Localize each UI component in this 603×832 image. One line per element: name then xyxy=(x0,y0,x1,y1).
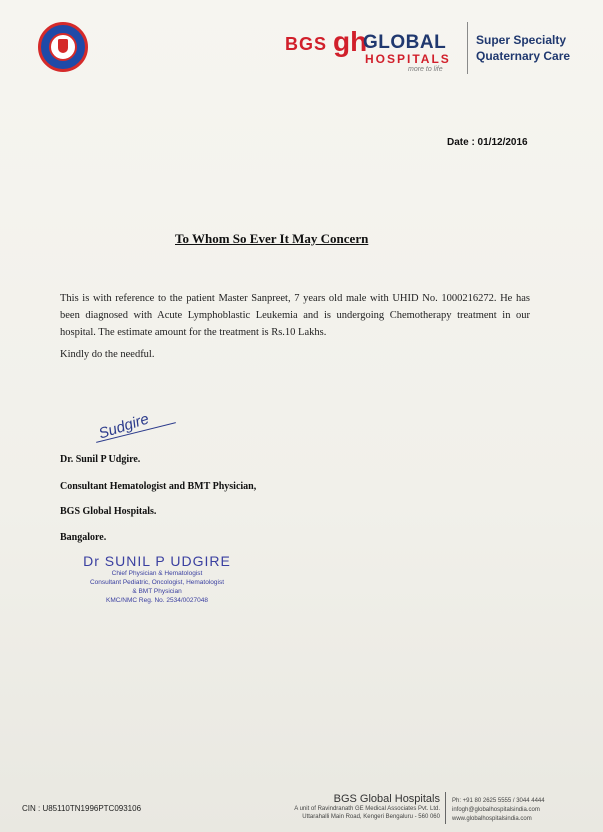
footer-web: www.globalhospitalsindia.com xyxy=(452,816,532,822)
signatory-city: Bangalore. xyxy=(60,532,107,543)
stamp-line-1: Chief Physician & Hematologist xyxy=(111,570,203,577)
header-divider xyxy=(467,22,468,74)
footer-address: Uttarahalli Main Road, Kengeri Bengaluru - 560 060 xyxy=(302,814,440,820)
letter-closing: Kindly do the needful. xyxy=(60,349,155,360)
signatory-organization: BGS Global Hospitals. xyxy=(60,506,157,517)
footer-phone: Ph: +91 80 2625 5555 / 3044 4444 xyxy=(452,798,545,804)
footer-divider xyxy=(445,792,446,824)
specialty-line-2: Quaternary Care xyxy=(476,49,571,63)
doctor-stamp xyxy=(72,553,242,605)
stamp-name: Dr SUNIL P UDGIRE xyxy=(83,553,231,569)
logo-tagline: more to life xyxy=(408,66,443,73)
logo-gh-mark: gh xyxy=(333,26,368,57)
handwritten-signature: Sudgire xyxy=(96,410,152,443)
footer-email: infogh@globalhospitalsindia.com xyxy=(452,807,540,813)
footer-hospital-info xyxy=(230,793,440,821)
signatory-designation: Consultant Hematologist and BMT Physician, xyxy=(60,481,257,492)
logo-global: GLOBAL xyxy=(363,32,447,53)
logo-hospitals: HOSPITALS xyxy=(365,52,451,66)
stamp-line-3: & BMT Physician xyxy=(132,588,182,595)
specialty-text xyxy=(476,32,570,64)
hospital-seal-icon xyxy=(38,22,88,72)
letter-body: This is with reference to the patient Master Sanpreet, 7 years old male with UHID No. 1000216272. He has been diagnosed with Acute Lymphoblastic Leukemia and is undergoing Chemotherapy treatment in our hospital. The estimate amount for the treatment is Rs.10 Lakhs. xyxy=(60,293,530,338)
stamp-line-2: Consultant Pediatric, Oncologist, Hematologist xyxy=(89,579,225,586)
stamp-line-4: KMC/NMC Reg. No. 2534/0027048 xyxy=(106,597,208,604)
specialty-line-1: Super Specialty xyxy=(476,33,567,47)
hospital-logo xyxy=(285,28,470,78)
signatory-name: Dr. Sunil P Udgire. xyxy=(60,454,141,465)
footer-unit: A unit of Ravindranath GE Medical Associates Pvt. Ltd. xyxy=(294,806,440,812)
footer-cin: CIN : U85110TN1996PTC093106 xyxy=(22,804,142,813)
letter-date: Date : 01/12/2016 xyxy=(447,137,528,148)
footer-hospital-name: BGS Global Hospitals xyxy=(333,793,440,805)
letter-title: To Whom So Ever It May Concern xyxy=(175,231,369,246)
footer-contact xyxy=(452,797,545,824)
logo-bgs: BGS xyxy=(285,34,328,54)
